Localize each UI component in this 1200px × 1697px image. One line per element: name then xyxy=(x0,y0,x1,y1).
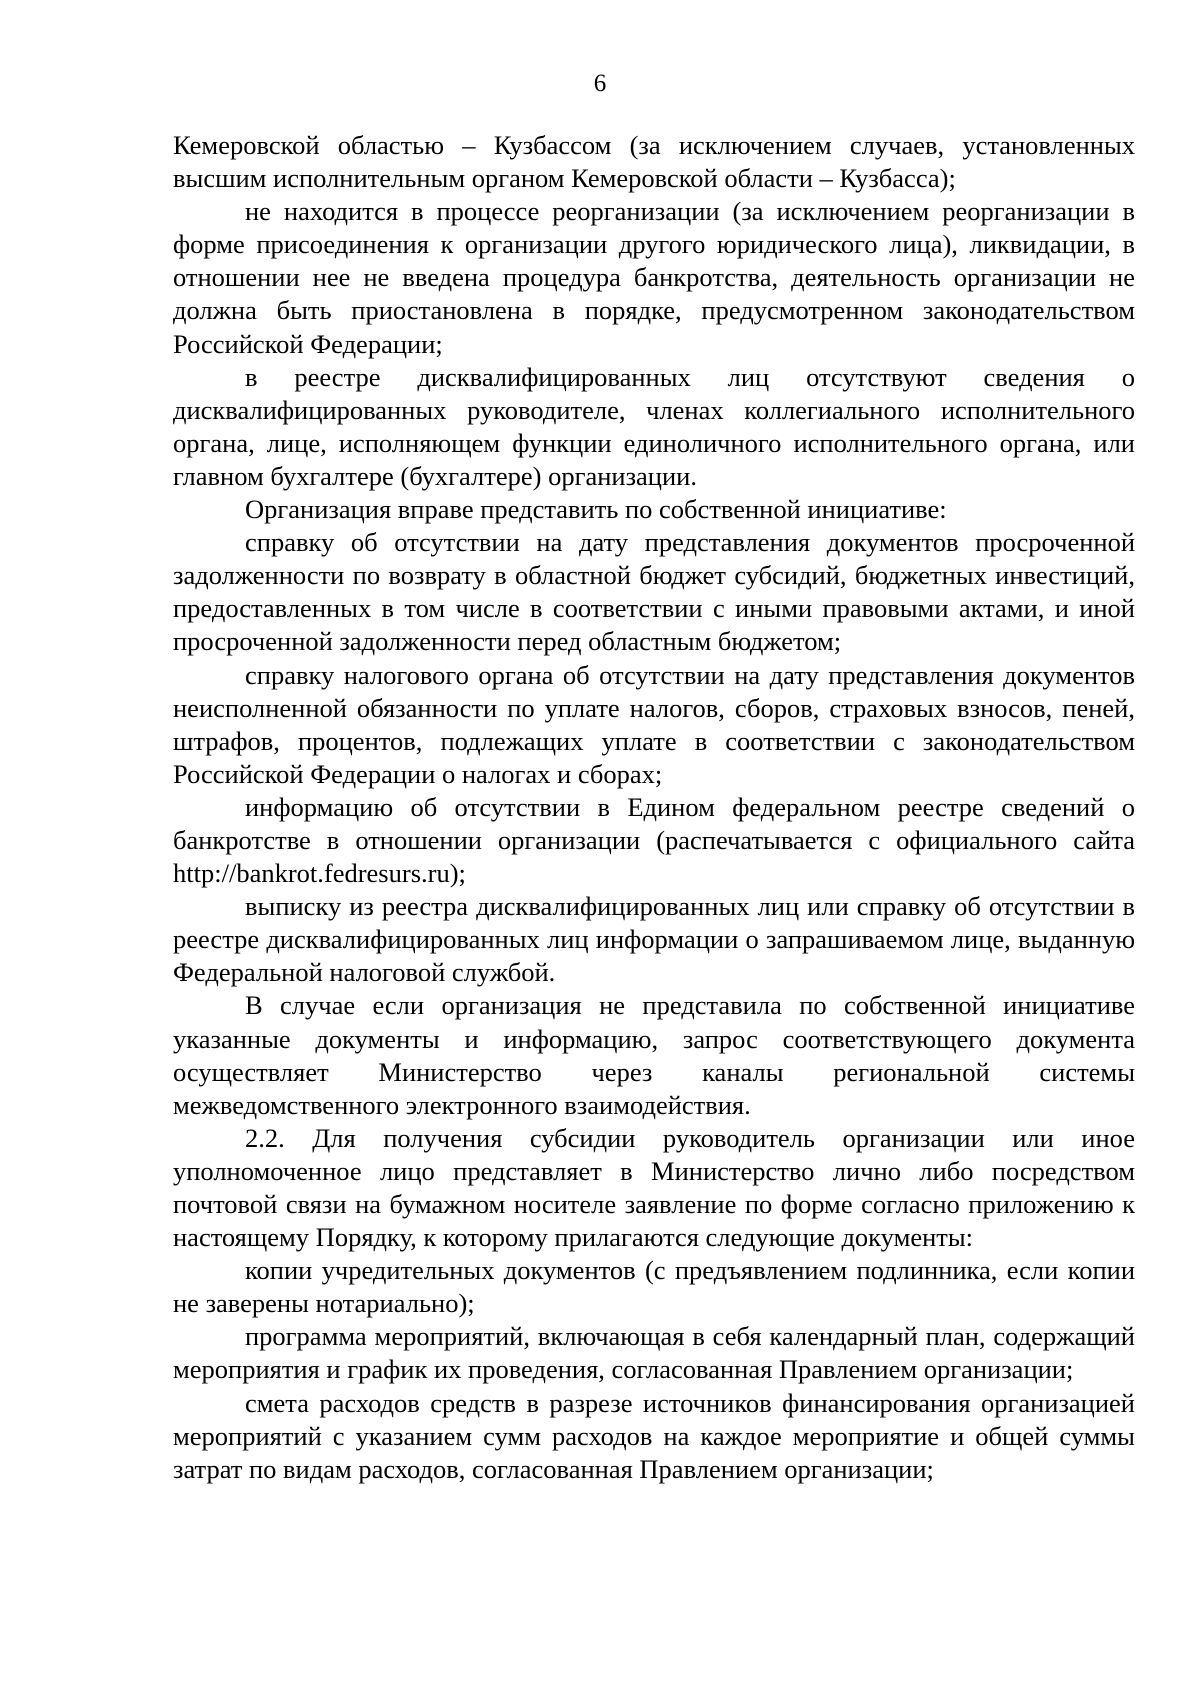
page-number: 6 xyxy=(593,70,607,97)
paragraph: информацию об отсутствии в Едином федеральном реестре сведений о банкротстве в отношении организации (распечатывается с официального сайта http://bankrot.fedresurs.ru); xyxy=(173,791,1135,889)
paragraph: Кемеровской областью – Кузбассом (за исключением случаев, установленных высшим исполнительным органом Кемеровской области – Кузбасса); xyxy=(173,130,1135,194)
paragraph: копии учредительных документов (с предъявлением подлинника, если копии не заверены нотариально); xyxy=(173,1255,1135,1319)
paragraph: в реестре дисквалифицированных лиц отсутствуют сведения о дисквалифицированных руководителе, членах коллегиального исполнительного органа, лице, исполняющем функции единоличного исполнительного органа, или главном бухгалтере (бухгалтере) организации. xyxy=(173,361,1135,491)
paragraph: не находится в процессе реорганизации (за исключением реорганизации в форме присоединения к организации другого юридического лица), ликвидации, в отношении нее не введена процедура банкротства, деятельность организации не должна быть приостановлена в порядке, предусмотренном законодательством Российской Федерации; xyxy=(173,196,1135,359)
paragraph: смета расходов средств в разрезе источников финансирования организацией мероприятий с указанием сумм расходов на каждое мероприятие и общей суммы затрат по видам расходов, согласованная Правлением организации; xyxy=(173,1387,1135,1484)
paragraph: программа мероприятий, включающая в себя календарный план, содержащий мероприятия и график их проведения, согласованная Правлением организации; xyxy=(173,1321,1135,1385)
document-body xyxy=(173,129,1135,1486)
paragraph: справку об отсутствии на дату представления документов просроченной задолженности по возврату в областной бюджет субсидий, бюджетных инвестиций, предоставленных в том числе в соответствии с иными правовыми актами, и иной просроченной задолженности перед областным бюджетом; xyxy=(173,527,1135,657)
paragraph: Организация вправе представить по собственной инициативе: xyxy=(245,494,947,525)
paragraph: В случае если организация не представила по собственной инициативе указанные документы и информацию, запрос соответствующего документа осуществляет Министерство через каналы региональной системы межведомственного электронного взаимодействия. xyxy=(173,990,1135,1120)
paragraph: 2.2. Для получения субсидии руководитель организации или иное уполномоченное лицо представляет в Министерство лично либо посредством почтовой связи на бумажном носителе заявление по форме согласно приложению к настоящему Порядку, к которому прилагаются следующие документы: xyxy=(173,1122,1135,1253)
paragraph: выписку из реестра дисквалифицированных лиц или справку об отсутствии в реестре дисквалифицированных лиц информации о запрашиваемом лице, выданную Федеральной налоговой службой. xyxy=(173,891,1135,988)
paragraph: справку налогового органа об отсутствии на дату представления документов неисполненной обязанности по уплате налогов, сборов, страховых взносов, пеней, штрафов, процентов, подлежащих уплате в соответствии с законодательством Российской Федерации о налогах и сборах; xyxy=(173,659,1135,789)
